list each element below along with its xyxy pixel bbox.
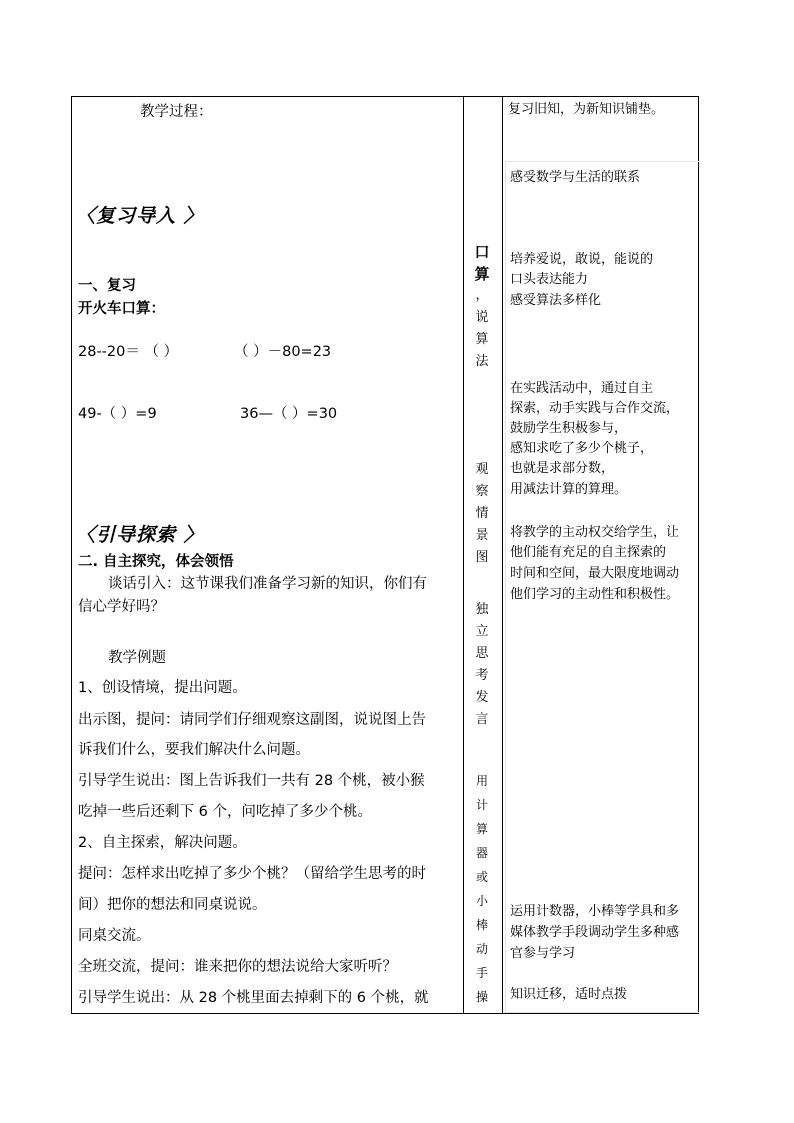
guide-line-1: 引导学生说出：图上告诉我们一共有 28 个桃，被小猴: [78, 773, 425, 789]
method-char: ，: [475, 288, 489, 303]
step-1: 1、创设情境，提出问题。: [78, 680, 247, 696]
method-char: 小: [475, 894, 488, 908]
method-char: 器: [475, 846, 488, 860]
method-char: 考: [475, 668, 489, 683]
method-char: 动: [475, 942, 488, 956]
note-review: 复习旧知，为新知识铺垫。: [508, 102, 665, 117]
note-transfer: 知识迁移，适时点拨: [510, 987, 628, 1002]
note-initiative-3: 时间和空间，最大限度地调动: [510, 566, 680, 581]
method-char: 操: [475, 990, 488, 1004]
method-char: 言: [475, 712, 489, 727]
equation-1: 28--20＝ （ ）: [78, 344, 179, 360]
method-group-think: [470, 599, 494, 731]
process-label: 教学过程：: [140, 104, 213, 120]
show-line-2: 诉我们什么，要我们解决什么问题。: [78, 742, 310, 758]
explore-title: 二. 自主探究，体会领悟: [78, 554, 234, 570]
method-char: 算: [475, 332, 489, 347]
note-initiative-2: 他们能有充足的自主探索的: [510, 545, 667, 560]
method-char: 棒: [475, 918, 488, 932]
method-char: 立: [475, 624, 489, 639]
method-group-oral: [470, 241, 494, 373]
method-group-observe: [470, 459, 494, 569]
column-divider-right: [502, 97, 503, 1013]
class-talk: 全班交流，提问：谁来把你的想法说给大家听听？: [78, 959, 397, 975]
equation-3: 49-（ ）=9: [78, 406, 157, 422]
note-practice-6: 用减法计算的算理。: [510, 482, 628, 497]
method-char: 手: [475, 966, 488, 980]
method-char: 计: [475, 798, 488, 812]
train-title: 开火车口算：: [78, 301, 165, 317]
guide-heading: 〈引导探索 〉: [76, 524, 204, 546]
method-char: 或: [475, 870, 488, 884]
method-char: 口: [474, 243, 490, 261]
note-tools-2: 媒体教学手段调动学生多种感: [510, 925, 680, 940]
note-practice-2: 探索，动手实践与合作交流，: [510, 401, 680, 416]
method-char: 情: [475, 506, 489, 521]
note-practice-4: 感知求吃了多少个桃子，: [510, 441, 654, 456]
show-line-1: 出示图，提问：请同学们仔细观察这副图，说说图上告: [78, 712, 426, 728]
method-char: 说: [475, 310, 489, 325]
intro-line-2: 信心学好吗？: [78, 599, 165, 615]
column-divider-left: [463, 97, 464, 1013]
method-char: 发: [475, 690, 489, 705]
method-char: 用: [475, 774, 488, 788]
guide2-line-1: 引导学生说出：从 28 个桃里面去掉剩下的 6 个桃，就: [78, 990, 429, 1006]
note-initiative-4: 他们学习的主动性和积极性。: [510, 587, 680, 602]
step-2: 2、自主探索，解决问题。: [78, 835, 247, 851]
desk-talk: 同桌交流。: [78, 928, 151, 944]
note-tools-1: 运用计数器，小棒等学具和多: [510, 904, 680, 919]
note-speak-3: 感受算法多样化: [510, 293, 602, 308]
note-practice-1: 在实践活动中，通过自主: [510, 381, 654, 396]
equation-2: （ ）－80=23: [234, 344, 332, 360]
lesson-plan-table: [71, 96, 699, 1014]
method-char: 独: [475, 602, 489, 617]
ask-line-2: 间）把你的想法和同桌说说。: [78, 897, 267, 913]
note-life: 感受数学与生活的联系: [510, 170, 641, 185]
method-char: 景: [475, 528, 489, 543]
note-practice-3: 鼓励学生积极参与，: [510, 421, 628, 436]
method-char: 算: [475, 822, 488, 836]
method-group-hands-on: [470, 769, 494, 1009]
example-label: 教学例题: [108, 650, 166, 666]
note-practice-5: 也就是求部分数，: [510, 461, 615, 476]
ask-line-1: 提问：怎样求出吃掉了多少个桃？（留给学生思考的时: [78, 866, 426, 882]
review-heading: 〈复习导入 〉: [76, 205, 204, 227]
note-initiative-1: 将教学的主动权交给学生，让: [510, 525, 680, 540]
note-tools-3: 官参与学习: [510, 946, 576, 961]
method-char: 算: [474, 265, 490, 283]
note-speak-1: 培养爱说，敢说，能说的: [510, 252, 654, 267]
guide-line-2: 吃掉一些后还剩下 6 个，问吃掉了多少个桃。: [78, 804, 372, 820]
intro-line-1: 谈话引入：这节课我们准备学习新的知识，你们有: [108, 576, 427, 592]
equation-4: 36—（ ）=30: [240, 406, 338, 422]
method-char: 图: [475, 550, 489, 565]
method-char: 观: [475, 462, 489, 477]
review-title: 一、复习: [78, 278, 136, 294]
note-speak-2: 口头表达能力: [510, 272, 589, 287]
method-char: 思: [475, 646, 489, 661]
method-char: 法: [475, 354, 489, 369]
method-char: 察: [475, 484, 489, 499]
